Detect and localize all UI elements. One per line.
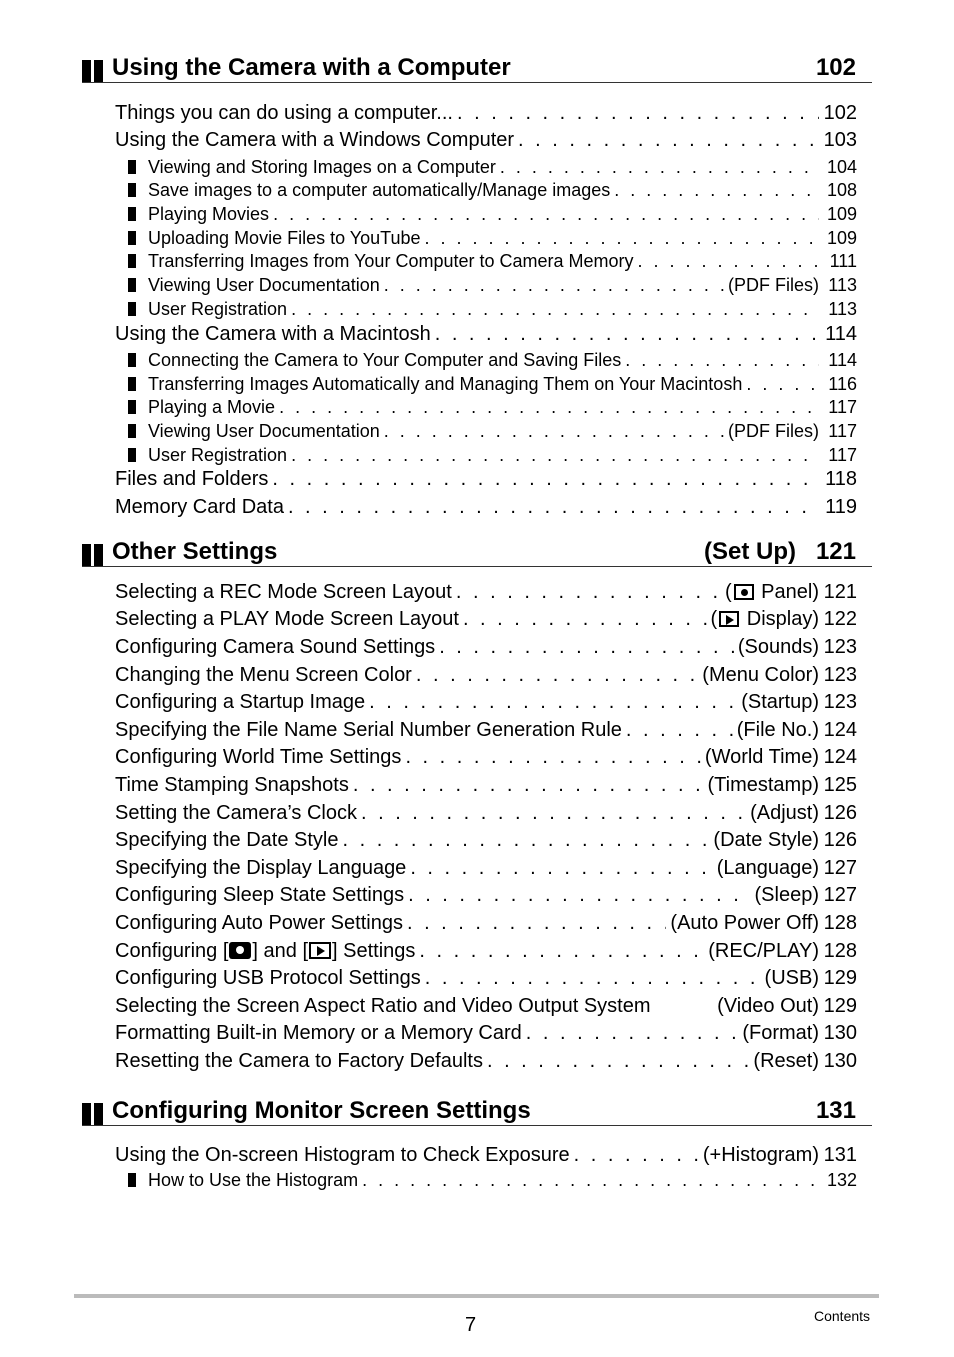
toc-subentry[interactable]	[115, 421, 857, 445]
toc-subentry[interactable]	[115, 157, 857, 181]
play-icon	[309, 942, 331, 959]
entry-tag: ( Display)	[710, 608, 819, 630]
leader-dots	[416, 664, 698, 687]
leader-dots	[638, 251, 819, 272]
leader-dots	[526, 1022, 739, 1045]
section-title[interactable]: Configuring Monitor Screen Settings	[112, 1097, 531, 1124]
camera-icon	[229, 942, 251, 959]
entry-label: Configuring USB Protocol Settings	[115, 967, 421, 989]
section-title[interactable]: Other Settings	[112, 538, 278, 565]
toc-entry[interactable]	[115, 691, 857, 718]
leader-dots	[291, 299, 819, 320]
leader-dots	[574, 1144, 699, 1167]
bullet-icon	[128, 1173, 136, 1187]
entry-label: Time Stamping Snapshots	[115, 774, 349, 796]
leader-dots	[342, 829, 709, 852]
entry-tag: (Reset)	[753, 1050, 819, 1072]
entry-label: Save images to a computer automatically/Manage images	[148, 180, 611, 200]
leader-dots	[353, 774, 704, 797]
entry-tag: (Language)	[716, 857, 819, 879]
toc-entry[interactable]	[115, 664, 857, 691]
entry-label: Configuring World Time Settings	[115, 746, 402, 768]
entry-page: 124	[823, 746, 857, 768]
entry-page: 116	[828, 374, 857, 394]
entry-page: 117	[828, 421, 857, 441]
toc-subentry[interactable]	[115, 251, 857, 275]
entry-label: Configuring a Startup Image	[115, 691, 366, 713]
leader-dots	[279, 397, 819, 418]
toc-entry[interactable]	[115, 940, 857, 967]
leader-dots	[273, 204, 819, 225]
leader-dots	[626, 719, 733, 742]
entry-page: 130	[823, 1022, 857, 1044]
footer-label[interactable]: Contents	[814, 1308, 871, 1324]
entry-tag: (Menu Color)	[702, 664, 819, 686]
leader-dots	[384, 275, 724, 296]
toc-entry[interactable]	[115, 129, 857, 156]
entry-page: 129	[823, 967, 857, 989]
toc-subentry[interactable]	[115, 350, 857, 374]
leader-dots	[362, 1170, 819, 1191]
toc-entry[interactable]	[115, 323, 857, 350]
section-subtitle: (Set Up)	[704, 538, 796, 565]
toc-entry[interactable]	[115, 608, 857, 635]
entry-page: 131	[823, 1144, 857, 1166]
toc-subentry[interactable]	[115, 397, 857, 421]
leader-dots	[288, 496, 819, 519]
entry-page: 109	[826, 204, 857, 224]
footer-rule	[74, 1294, 879, 1298]
bullet-icon	[128, 302, 136, 316]
entry-label: Selecting a REC Mode Screen Layout	[115, 581, 452, 603]
entry-tag: ( Panel)	[724, 581, 819, 603]
section-marker-icon	[82, 60, 104, 82]
entry-label: Viewing and Storing Images on a Computer	[148, 157, 496, 177]
entry-tag: (PDF Files)	[728, 421, 819, 441]
bullet-icon	[128, 400, 136, 414]
toc-subentry[interactable]	[115, 180, 857, 204]
toc-subentry[interactable]	[115, 374, 857, 398]
leader-dots	[463, 608, 707, 631]
entry-label: Playing a Movie	[148, 397, 276, 417]
entry-page: 126	[823, 802, 857, 824]
entry-page: 102	[823, 102, 857, 124]
leader-dots	[291, 445, 819, 466]
entry-page: 108	[826, 180, 857, 200]
toc-entry[interactable]	[115, 802, 857, 829]
leader-dots	[361, 802, 746, 825]
entry-page: 130	[823, 1050, 857, 1072]
entry-label: Specifying the File Name Serial Number Generation Rule	[115, 719, 622, 741]
section-title[interactable]: Using the Camera with a Computer	[112, 54, 511, 81]
leader-dots	[457, 102, 819, 125]
toc-entry[interactable]	[115, 829, 857, 856]
leader-dots	[456, 581, 721, 604]
bullet-icon	[128, 231, 136, 245]
entry-tag: (File No.)	[736, 719, 819, 741]
bullet-icon	[128, 353, 136, 367]
toc-entry[interactable]	[115, 774, 857, 801]
toc-entry[interactable]	[115, 496, 857, 523]
toc-subentry[interactable]	[115, 204, 857, 228]
entry-label: Transferring Images from Your Computer to Camera Memory	[148, 251, 634, 271]
entry-label: Using the Camera with a Windows Computer	[115, 129, 515, 151]
leader-dots	[746, 374, 819, 395]
entry-page: 117	[828, 445, 857, 465]
bullet-icon	[128, 207, 136, 221]
toc-entry[interactable]	[115, 857, 857, 884]
entry-label: Memory Card Data	[115, 496, 284, 518]
entry-page: 124	[823, 719, 857, 741]
entry-tag: (Sounds)	[737, 636, 819, 658]
section-header	[82, 1095, 872, 1126]
leader-dots	[487, 1050, 749, 1073]
entry-page: 111	[829, 251, 857, 271]
entry-tag: (Date Style)	[713, 829, 819, 851]
entry-label: Connecting the Camera to Your Computer and Saving Files	[148, 350, 622, 370]
bullet-icon	[128, 377, 136, 391]
entry-tag: (PDF Files)	[728, 275, 819, 295]
leader-dots	[425, 228, 819, 249]
entry-label: Viewing User Documentation	[148, 275, 380, 295]
entry-page: 103	[823, 129, 857, 151]
toc-entry[interactable]	[115, 995, 857, 1022]
section-page[interactable]: 102	[815, 54, 856, 81]
bullet-icon	[128, 278, 136, 292]
entry-label: Uploading Movie Files to YouTube	[148, 228, 421, 248]
leader-dots	[425, 967, 761, 990]
toc-entry[interactable]	[115, 102, 857, 129]
entry-label: Selecting the Screen Aspect Ratio and Video Output System	[115, 995, 651, 1017]
entry-label: User Registration	[148, 445, 288, 465]
leader-dots	[407, 912, 666, 935]
toc-subentry[interactable]	[115, 228, 857, 252]
leader-dots	[419, 940, 704, 963]
entry-page: 118	[825, 468, 857, 490]
entry-tag: (Sleep)	[754, 884, 819, 906]
entry-page: 119	[825, 496, 857, 518]
page-number: 7	[465, 1314, 477, 1336]
leader-dots	[625, 350, 819, 371]
entry-page: 129	[823, 995, 857, 1017]
entry-tag: (Video Out)	[717, 995, 819, 1017]
leader-dots	[405, 746, 700, 769]
bullet-icon	[128, 160, 136, 174]
entry-page: 127	[823, 884, 857, 906]
leader-dots	[614, 180, 819, 201]
entry-page: 128	[823, 940, 857, 962]
entry-page: 114	[825, 323, 857, 345]
toc-subentry[interactable]	[115, 275, 857, 299]
leader-dots	[435, 323, 819, 346]
leader-dots	[384, 421, 724, 442]
toc-entry[interactable]	[115, 581, 857, 608]
entry-page: 113	[828, 275, 857, 295]
entry-label: User Registration	[148, 299, 288, 319]
toc-entry[interactable]	[115, 1022, 857, 1049]
entry-label: Setting the Camera’s Clock	[115, 802, 357, 824]
entry-page: 117	[828, 397, 857, 417]
toc-entry[interactable]	[115, 967, 857, 994]
toc-entry[interactable]	[115, 1050, 857, 1077]
entry-tag: (Startup)	[741, 691, 819, 713]
section-marker-icon	[82, 544, 104, 566]
entry-label: How to Use the Histogram	[148, 1170, 359, 1190]
entry-tag: (Adjust)	[750, 802, 819, 824]
entry-label: Transferring Images Automatically and Managing Them on Your Macintosh	[148, 374, 743, 394]
leader-dots	[272, 468, 819, 491]
entry-page: 125	[823, 774, 857, 796]
toc-entry[interactable]	[115, 636, 857, 663]
toc-entry[interactable]	[115, 1144, 857, 1171]
toc-entry[interactable]	[115, 912, 857, 939]
entry-page: 109	[826, 228, 857, 248]
leader-dots	[369, 691, 737, 714]
entry-page: 121	[823, 581, 857, 603]
bullet-icon	[128, 424, 136, 438]
entry-page: 104	[826, 157, 857, 177]
toc-entry[interactable]	[115, 468, 857, 495]
entry-label: Configuring Sleep State Settings	[115, 884, 405, 906]
section-page[interactable]: 131	[815, 1097, 856, 1124]
entry-label: Configuring Camera Sound Settings	[115, 636, 436, 658]
play-display-icon	[719, 611, 739, 627]
leader-dots	[439, 636, 734, 659]
entry-label: Files and Folders	[115, 468, 269, 490]
entry-label: Things you can do using a computer...	[115, 102, 453, 124]
bullet-icon	[128, 183, 136, 197]
entry-tag: (Format)	[742, 1022, 819, 1044]
entry-label: Formatting Built-in Memory or a Memory Card	[115, 1022, 522, 1044]
entry-tag: (+Histogram)	[702, 1144, 819, 1166]
entry-tag: (World Time)	[704, 746, 819, 768]
bullet-icon	[128, 448, 136, 462]
entry-tag: (Auto Power Off)	[670, 912, 819, 934]
toc-entry[interactable]	[115, 719, 857, 746]
entry-label: Configuring Auto Power Settings	[115, 912, 403, 934]
toc-entry[interactable]	[115, 746, 857, 773]
entry-label: Viewing User Documentation	[148, 421, 380, 441]
entry-page: 132	[826, 1170, 857, 1190]
entry-tag: (Timestamp)	[707, 774, 819, 796]
rec-panel-icon	[734, 584, 754, 600]
section-marker-icon	[82, 1103, 104, 1125]
entry-label: Using the On-screen Histogram to Check Exposure	[115, 1144, 570, 1166]
toc-subentry[interactable]	[115, 299, 857, 323]
entry-page: 126	[823, 829, 857, 851]
leader-dots	[410, 857, 712, 880]
entry-page: 114	[828, 350, 857, 370]
entry-tag: (REC/PLAY)	[708, 940, 819, 962]
entry-page: 122	[823, 608, 857, 630]
toc-subentry[interactable]	[115, 1170, 857, 1194]
leader-dots	[500, 157, 819, 178]
entry-label: Changing the Menu Screen Color	[115, 664, 412, 686]
entry-page: 123	[823, 636, 857, 658]
entry-page: 128	[823, 912, 857, 934]
bullet-icon	[128, 254, 136, 268]
section-page[interactable]: 121	[815, 538, 856, 565]
toc-subentry[interactable]	[115, 445, 857, 469]
entry-page: 123	[823, 664, 857, 686]
entry-label: Selecting a PLAY Mode Screen Layout	[115, 608, 459, 630]
entry-tag: (USB)	[764, 967, 819, 989]
leader-dots	[518, 129, 819, 152]
leader-dots	[408, 884, 750, 907]
entry-page: 123	[823, 691, 857, 713]
entry-page: 113	[828, 299, 857, 319]
entry-label: Resetting the Camera to Factory Defaults	[115, 1050, 483, 1072]
entry-label: Playing Movies	[148, 204, 270, 224]
entry-label: Using the Camera with a Macintosh	[115, 323, 431, 345]
entry-label: Specifying the Display Language	[115, 857, 407, 879]
section-header	[82, 52, 872, 83]
entry-label: Specifying the Date Style	[115, 829, 339, 851]
entry-page: 127	[823, 857, 857, 879]
entry-label: Configuring [ ] and [ ] Settings	[115, 940, 416, 962]
toc-entry[interactable]	[115, 884, 857, 911]
section-header	[82, 536, 872, 567]
